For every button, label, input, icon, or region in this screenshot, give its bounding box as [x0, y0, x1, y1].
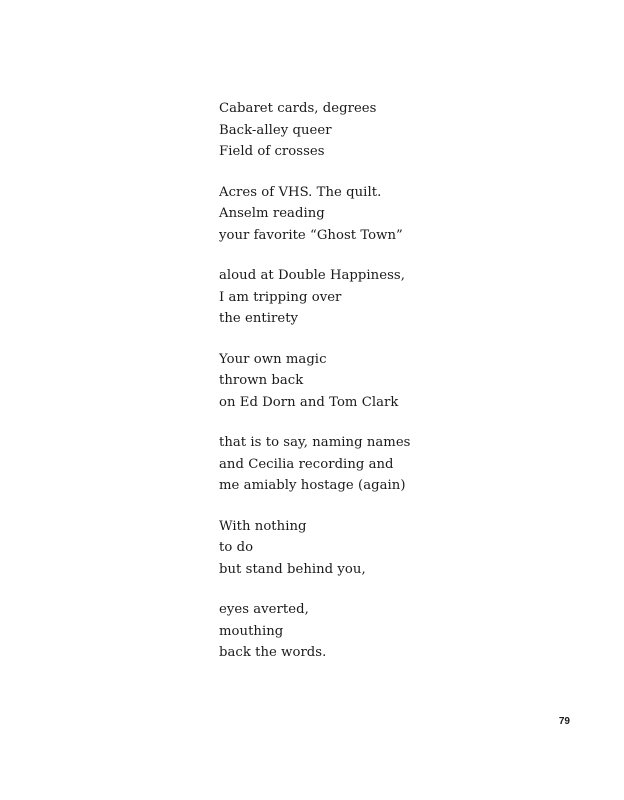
stanza-1 [219, 98, 599, 163]
page-number: 79 [558, 716, 570, 727]
poem-line: I am tripping over [219, 289, 342, 305]
poem-line: the entirety [219, 311, 299, 326]
stanza-5 [219, 432, 599, 497]
poem-line: eyes averted, [219, 602, 309, 617]
poem-line: aloud at Double Happiness, [219, 268, 405, 283]
poem-line: me amiably hostage (again) [219, 478, 406, 493]
poem-line: Cabaret cards, degrees [219, 101, 377, 116]
stanza-7 [219, 599, 599, 664]
poem-line: Your own magic [219, 351, 327, 367]
stanza-4 [219, 349, 599, 414]
poem-line: your favorite “Ghost Town” [219, 227, 403, 243]
poem-line: and Cecilia recording and [219, 456, 394, 472]
poem-line: With nothing [219, 518, 307, 534]
poem-line: Anselm reading [219, 206, 325, 221]
poem-line: mouthing [219, 623, 284, 639]
poem-line: that is to say, naming names [219, 435, 411, 450]
poem-line: thrown back [219, 373, 304, 388]
stanza-2 [219, 182, 599, 247]
poem-body [219, 98, 599, 683]
poem-line: but stand behind you, [219, 561, 366, 577]
poem-line: Back-alley queer [219, 122, 332, 138]
poem-line: on Ed Dorn and Tom Clark [219, 394, 399, 410]
poem-line: to do [219, 540, 254, 555]
poem-line: back the words. [219, 645, 327, 660]
poem-line: Acres of VHS. The quilt. [219, 184, 382, 200]
stanza-3 [219, 265, 599, 330]
stanza-6 [219, 516, 599, 581]
poem-line: Field of crosses [219, 144, 325, 159]
